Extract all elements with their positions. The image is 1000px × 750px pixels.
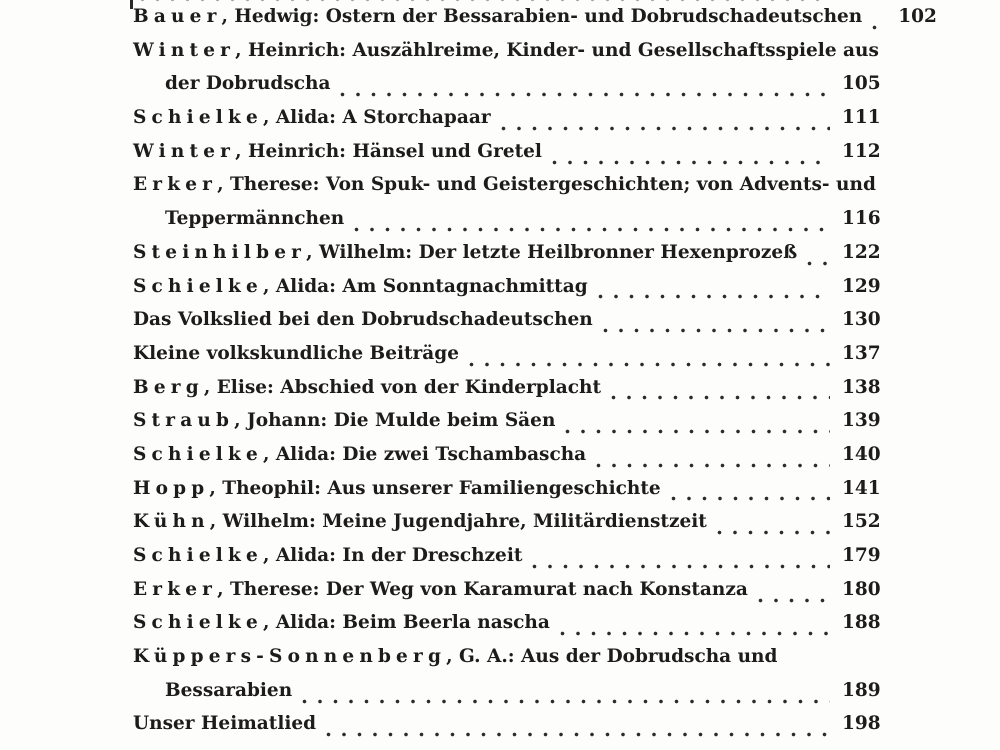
page-number: 141 xyxy=(842,477,881,499)
entry-title: , Wilhelm: Meine Jugendjahre, Militärdienstzeit xyxy=(209,511,707,533)
entry-author: Schielke xyxy=(133,545,263,566)
entry-title: , Johann: Die Mulde beim Säen xyxy=(234,410,556,432)
page-number: 112 xyxy=(842,140,881,162)
dot-leader xyxy=(611,395,830,401)
entry-author: Straub xyxy=(133,410,235,432)
toc-entry-continuation xyxy=(133,680,880,714)
entry-title: Kleine volkskundliche Beiträge xyxy=(133,342,459,364)
entry-title-continuation: Teppermännchen xyxy=(165,208,345,230)
toc-entry xyxy=(133,141,880,175)
toc-entry xyxy=(133,107,880,141)
page-number: 188 xyxy=(842,612,881,634)
scan-artifact-mark xyxy=(130,0,133,9)
entry-author: Winter xyxy=(133,39,236,61)
entry-text xyxy=(133,174,876,195)
dot-leader xyxy=(552,160,830,166)
toc-entry xyxy=(133,377,880,411)
entry-title-continuation: Bessarabien xyxy=(165,679,293,701)
page-number: 189 xyxy=(842,679,881,701)
toc-entry xyxy=(133,343,880,377)
entry-author: Küppers-Sonnenberg xyxy=(133,646,447,668)
page-number: 152 xyxy=(842,511,881,533)
entry-text xyxy=(133,579,748,600)
entry-title: Unser Heimatlied xyxy=(133,713,317,735)
page-number: 105 xyxy=(842,73,881,95)
entry-title: , Alida: Die zwei Tschambascha xyxy=(262,443,587,465)
entry-title: , Alida: A Storchapaar xyxy=(262,107,491,129)
entry-text xyxy=(133,309,593,330)
dot-leader xyxy=(807,261,830,267)
entry-text xyxy=(133,478,661,499)
page-number: 138 xyxy=(842,376,881,398)
page-number: 129 xyxy=(842,275,881,297)
toc-entry xyxy=(133,6,937,40)
dot-leader xyxy=(596,463,830,469)
toc-entry xyxy=(133,309,880,343)
entry-author: Bauer xyxy=(133,6,222,27)
entry-text xyxy=(133,141,542,162)
dot-leader xyxy=(302,699,830,705)
entry-text xyxy=(133,6,862,27)
entry-author: Berg xyxy=(133,376,204,398)
entry-text xyxy=(133,545,522,566)
entry-text xyxy=(133,343,459,364)
entry-title: , Heinrich: Hänsel und Gretel xyxy=(235,140,542,162)
page-number: 180 xyxy=(842,578,881,600)
entry-title: , Elise: Abschied von der Kinderplacht xyxy=(203,376,601,398)
page-number: 111 xyxy=(842,107,881,129)
page-number: 198 xyxy=(842,713,881,735)
page-number: 116 xyxy=(842,208,881,230)
entry-text xyxy=(133,646,777,667)
page-number: 137 xyxy=(842,342,881,364)
dot-leader xyxy=(340,92,830,98)
toc-entry xyxy=(133,579,880,613)
dot-leader xyxy=(758,598,830,604)
page-number: 140 xyxy=(842,443,881,465)
toc-entry xyxy=(133,174,880,208)
entry-title: , Therese: Von Spuk- und Geistergeschichten; von Advents- und xyxy=(217,174,876,196)
dot-leader xyxy=(532,564,830,570)
entry-text xyxy=(133,713,316,734)
dot-leader xyxy=(603,328,830,334)
entry-author: Erker xyxy=(133,578,218,600)
toc-entry xyxy=(133,612,880,646)
dot-leader xyxy=(560,631,830,637)
entry-title: Das Volkslied bei den Dobrudschadeutschen xyxy=(133,309,593,331)
dot-leader xyxy=(354,227,830,233)
toc-entry xyxy=(133,545,880,579)
dot-leader xyxy=(717,530,830,536)
toc-entry xyxy=(133,242,880,276)
entry-author: Kühn xyxy=(133,511,210,533)
entry-title: , Alida: In der Dreschzeit xyxy=(262,545,523,566)
entry-title: , Hedwig: Ostern der Bessarabien- und Dobrudschadeutschen xyxy=(221,6,863,27)
entry-author: Steinhilber xyxy=(133,241,307,263)
entry-title-continuation: der Dobrudscha xyxy=(165,73,331,95)
toc-entry xyxy=(133,713,880,747)
entry-author: Schielke xyxy=(133,443,263,465)
toc-entry xyxy=(133,511,880,545)
entry-text xyxy=(133,276,588,297)
entry-text xyxy=(133,242,797,263)
entry-text xyxy=(133,377,601,398)
entry-author: Hopp xyxy=(133,477,210,499)
toc-entry xyxy=(133,40,880,74)
toc-entry xyxy=(133,478,880,512)
toc-entry xyxy=(133,276,880,310)
page-number: 179 xyxy=(842,545,881,566)
entry-text xyxy=(133,511,707,532)
dot-leader xyxy=(671,496,830,502)
entry-title: , Alida: Am Sonntagnachmittag xyxy=(262,275,588,297)
page-number: 122 xyxy=(842,241,881,263)
dot-leader xyxy=(872,25,886,31)
entry-author: Schielke xyxy=(133,275,263,297)
entry-author: Schielke xyxy=(133,107,263,129)
dot-leader xyxy=(469,362,830,368)
entry-text xyxy=(133,40,879,61)
entry-title: , Wilhelm: Der letzte Heilbronner Hexenprozeß xyxy=(306,241,798,263)
page-number: 130 xyxy=(842,309,881,331)
table-of-contents xyxy=(133,6,937,747)
cropped-previous-line-dot-leader xyxy=(140,0,830,3)
toc-entry-continuation xyxy=(133,73,880,107)
dot-leader xyxy=(501,126,830,132)
entry-text xyxy=(133,612,550,633)
entry-text xyxy=(133,410,555,431)
entry-title: , Theophil: Aus unserer Familiengeschichte xyxy=(209,477,661,499)
dot-leader xyxy=(598,294,830,300)
toc-entry xyxy=(133,646,880,680)
entry-title: , Heinrich: Auszählreime, Kinder- und Gesellschaftsspiele aus xyxy=(235,39,879,61)
entry-title: , Therese: Der Weg von Karamurat nach Konstanza xyxy=(217,578,748,600)
toc-entry xyxy=(133,444,880,478)
entry-author: Erker xyxy=(133,174,218,196)
toc-entry xyxy=(133,410,880,444)
entry-title: , Alida: Beim Beerla nascha xyxy=(262,612,550,634)
entry-author: Schielke xyxy=(133,612,263,634)
page-number: 102 xyxy=(898,6,937,27)
entry-text xyxy=(133,107,491,128)
entry-title: , G. A.: Aus der Dobrudscha und xyxy=(446,646,778,668)
dot-leader xyxy=(565,429,830,435)
toc-entry-continuation xyxy=(133,208,880,242)
entry-text xyxy=(133,444,586,465)
entry-author: Winter xyxy=(133,140,236,162)
dot-leader xyxy=(326,732,830,738)
page-number: 139 xyxy=(842,410,881,432)
